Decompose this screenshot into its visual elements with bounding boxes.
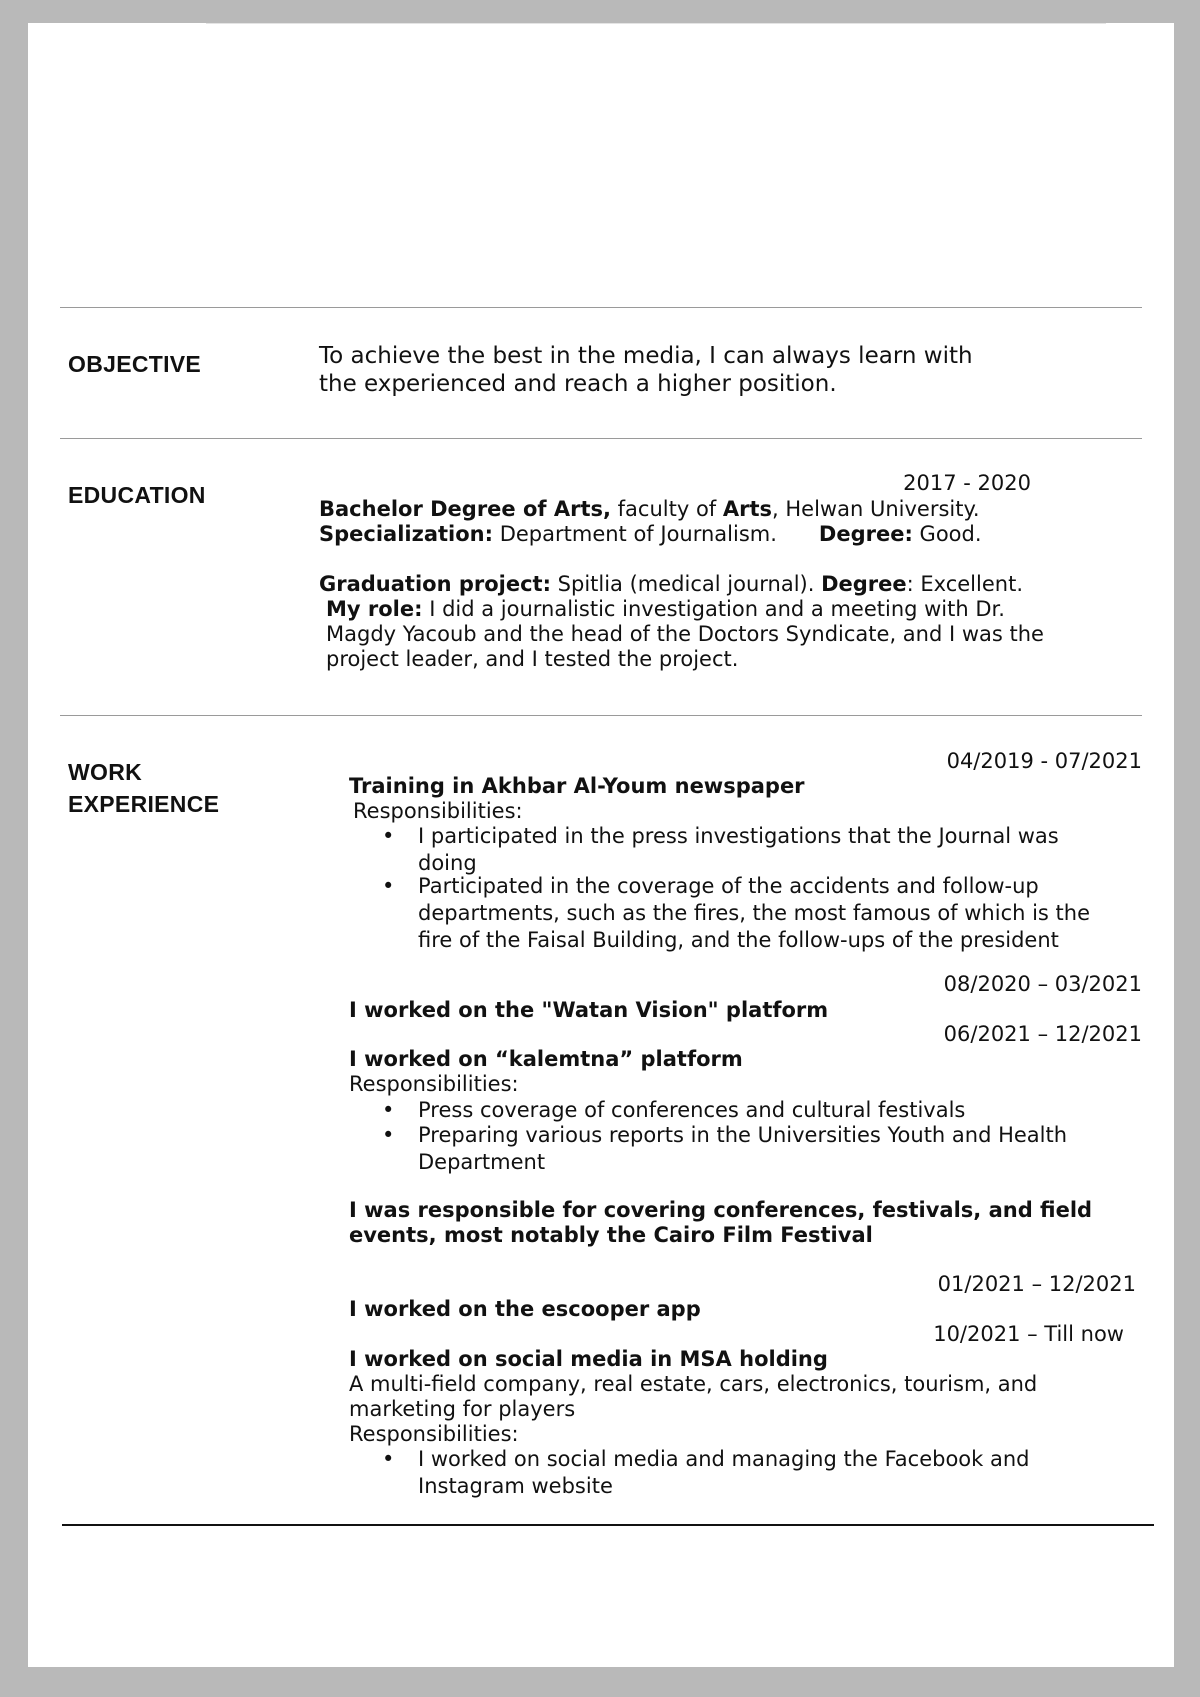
job1-bullet-2-line-2: departments, such as the fires, the most famous of which is the (418, 901, 1091, 925)
job3-title-text: I worked on “kalemtna” platform (349, 1047, 743, 1071)
education-dates: 2017 - 2020 (903, 471, 1031, 495)
job4-title (349, 1296, 701, 1323)
job1-bullet-1 (382, 823, 1059, 877)
job1-dates: 04/2019 - 07/2021 (946, 749, 1142, 773)
job3-bullet-2 (382, 1122, 1068, 1176)
work-heading-line-2: EXPERIENCE (68, 791, 220, 817)
job5-bullet-1-line-2: Instagram website (418, 1474, 613, 1498)
specialization-value: Department of Journalism. (493, 522, 777, 546)
statement-line-1 (349, 1197, 1092, 1224)
degree-faculty: Arts (722, 497, 773, 521)
bullet-dot: • (382, 874, 395, 898)
bullet-dot: • (382, 1447, 395, 1471)
job1-bullet-1-line-2: doing (418, 851, 477, 875)
job3-title (349, 1046, 743, 1073)
job2-dates: 08/2020 – 03/2021 (943, 972, 1142, 996)
degree-university: , Helwan University. (772, 497, 980, 521)
education-specialization (319, 521, 982, 548)
objective-heading: OBJECTIVE (68, 351, 202, 377)
job1-bullet-1-line-1: I participated in the press investigations that the Journal was (418, 824, 1059, 848)
job5-title-text: I worked on social media in MSA holding (349, 1347, 828, 1371)
specialization-label: Specialization: (319, 522, 494, 546)
job2-title (349, 997, 828, 1024)
graduation-value: Spitlia (medical journal). (550, 572, 822, 596)
job3-bullet-2-line-2: Department (418, 1150, 546, 1174)
job4-dates: 01/2021 – 12/2021 (937, 1272, 1136, 1296)
graduation-degree-value: : Excellent. (906, 572, 1023, 596)
education-heading: EDUCATION (68, 482, 206, 508)
role-label: My role: (326, 597, 423, 621)
divider-bottom (62, 1524, 1154, 1526)
job1-bullet-2 (382, 873, 1091, 954)
resume-page (28, 23, 1174, 1667)
job1-title-text: Training in Akhbar Al-Youm newspaper (349, 774, 805, 798)
statement-line-1-text: I was responsible for covering conferences, festivals, and field (349, 1198, 1093, 1222)
divider-top (60, 307, 1142, 308)
degree-grade-value: Good. (912, 522, 982, 546)
job5-responsibilities-label: Responsibilities: (349, 1422, 519, 1446)
role-line-3: project leader, and I tested the project. (326, 647, 739, 671)
degree-name: Bachelor Degree of Arts, (319, 497, 611, 521)
degree-grade-label: Degree: (818, 522, 913, 546)
divider-education (60, 715, 1142, 716)
job3-bullet-2-line-1: Preparing various reports in the Universities Youth and Health (418, 1123, 1068, 1147)
bullet-dot: • (382, 1098, 395, 1122)
role-line-1 (326, 596, 1005, 623)
job3-bullet-1 (382, 1097, 966, 1124)
job5-bullet-1 (382, 1446, 1030, 1500)
top-edge-line (206, 23, 1106, 24)
graduation-project (319, 571, 1023, 598)
job3-dates: 06/2021 – 12/2021 (943, 1022, 1142, 1046)
work-heading-line-1: WORK (68, 759, 143, 785)
role-line-2: Magdy Yacoub and the head of the Doctors Syndicate, and I was the (326, 622, 1044, 646)
bullet-dot: • (382, 824, 395, 848)
divider-objective (60, 438, 1142, 439)
job1-bullet-2-line-1: Participated in the coverage of the accidents and follow-up (418, 874, 1039, 898)
bullet-dot: • (382, 1123, 395, 1147)
degree-faculty-prefix: faculty of (610, 497, 723, 521)
job5-title (349, 1346, 828, 1373)
job5-dates: 10/2021 – Till now (933, 1322, 1124, 1346)
job1-title (349, 773, 805, 800)
job5-bullet-1-line-1: I worked on social media and managing the Facebook and (418, 1447, 1030, 1471)
job3-responsibilities-label: Responsibilities: (349, 1072, 519, 1096)
statement-line-2 (349, 1222, 873, 1249)
job1-responsibilities-label: Responsibilities: (353, 799, 523, 823)
graduation-degree-label: Degree (821, 572, 907, 596)
objective-line-2: the experienced and reach a higher position. (319, 371, 837, 397)
job5-description-line-2: marketing for players (349, 1397, 576, 1421)
job1-bullet-2-line-3: fire of the Faisal Building, and the follow-ups of the president (418, 928, 1059, 952)
education-degree (319, 496, 980, 523)
statement-line-2-text: events, most notably the Cairo Film Festival (349, 1223, 873, 1247)
job2-title-text: I worked on the "Watan Vision" platform (349, 998, 829, 1022)
job3-bullet-1-line-1: Press coverage of conferences and cultural festivals (418, 1098, 966, 1122)
job4-title-text: I worked on the escooper app (349, 1297, 701, 1321)
role-text-1: I did a journalistic investigation and a meeting with Dr. (422, 597, 1005, 621)
graduation-label: Graduation project: (319, 572, 551, 596)
objective-line-1: To achieve the best in the media, I can always learn with (319, 343, 973, 369)
job5-description-line-1: A multi-field company, real estate, cars, electronics, tourism, and (349, 1372, 1038, 1396)
